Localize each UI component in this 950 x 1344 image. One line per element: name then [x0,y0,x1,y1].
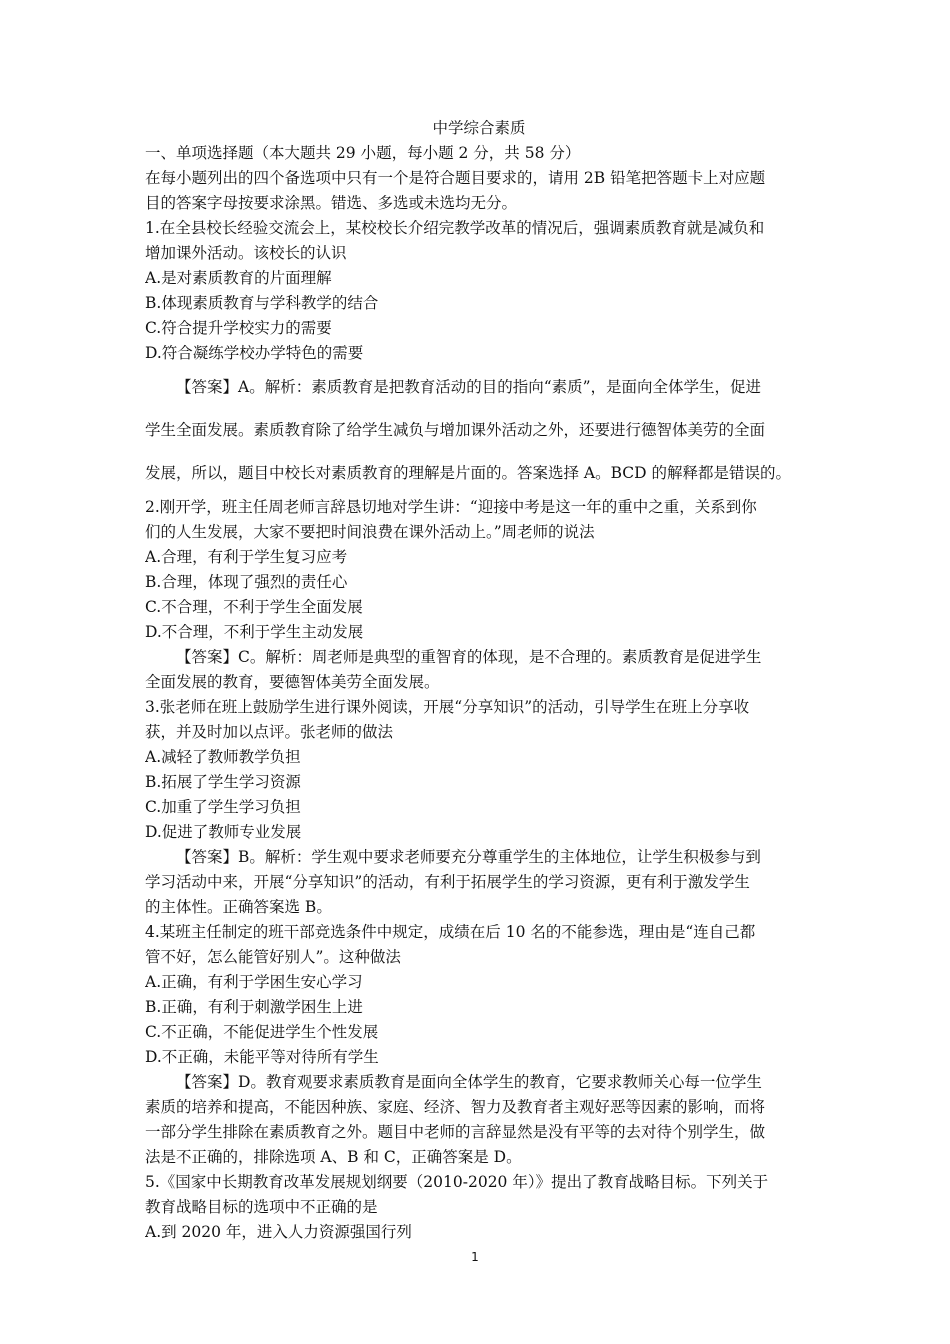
text-line: 一部分学生排除在素质教育之外。题目中老师的言辞显然是没有平等的去对待个别学生，做 [145,1123,766,1141]
text-line: 学习活动中来，开展“分享知识”的活动，有利于拓展学生的学习资源，更有利于激发学生 [145,873,750,891]
text-line: C.加重了学生学习负担 [145,798,301,816]
text-line: B.合理，体现了强烈的责任心 [145,573,348,591]
text-line: A.减轻了教师教学负担 [145,748,301,766]
text-line: 一、单项选择题（本大题共 29 小题，每小题 2 分，共 58 分） [145,144,581,162]
page-number: 1 [471,1250,479,1264]
text-line: 法是不正确的，排除选项 A、B 和 C，正确答案是 D。 [145,1148,522,1166]
text-line: A.合理，有利于学生复习应考 [145,548,348,566]
text-line: A.是对素质教育的片面理解 [145,269,332,287]
text-line: D.不正确，未能平等对待所有学生 [145,1048,379,1066]
text-line: 目的答案字母按要求涂黑。错选、多选或未选均无分。 [145,194,518,212]
text-line: C.符合提升学校实力的需要 [145,319,332,337]
text-line: A.到 2020 年，进入人力资源强国行列 [145,1223,412,1241]
text-line: C.不正确，不能促进学生个性发展 [145,1023,379,1041]
text-line: 2.刚开学，班主任周老师言辞恳切地对学生讲：“迎接中考是这一年的重中之重，关系到你 [145,498,757,516]
text-line: 4.某班主任制定的班干部竞选条件中规定，成绩在后 10 名的不能参选，理由是“连自己都 [145,923,756,941]
text-line: B.体现素质教育与学科教学的结合 [145,294,379,312]
text-line: 【答案】B。解析：学生观中要求老师要充分尊重学生的主体地位，让学生积极参与到 [176,848,761,866]
text-line: 们的人生发展，大家不要把时间浪费在课外活动上。”周老师的说法 [145,523,595,541]
text-line: 1.在全县校长经验交流会上，某校校长介绍完教学改革的情况后，强调素质教育就是减负和 [145,219,765,237]
text-line: D.促进了教师专业发展 [145,823,302,841]
text-line: 增加课外活动。该校长的认识 [145,244,347,262]
page-title: 中学综合素质 [432,119,526,137]
text-line: 【答案】C。解析：周老师是典型的重智育的体现，是不合理的。素质教育是促进学生 [176,648,762,666]
text-line: 发展，所以，题目中校长对素质教育的理解是片面的。答案选择 A。BCD 的解释都是错误的。 [145,464,792,482]
text-line: 教育战略目标的选项中不正确的是 [145,1198,378,1216]
text-line: D.符合凝练学校办学特色的需要 [145,344,364,362]
text-line: B.拓展了学生学习资源 [145,773,301,791]
text-line: 素质的培养和提高，不能因种族、家庭、经济、智力及教育者主观好恶等因素的影响，而将 [145,1098,766,1116]
text-line: 的主体性。正确答案选 B。 [145,898,332,916]
text-line: B.正确，有利于刺激学困生上进 [145,998,363,1016]
document-body [145,116,813,1245]
text-line: 5.《国家中长期教育改革发展规划纲要（2010-2020 年）》提出了教育战略目标。下列关于 [145,1173,769,1191]
text-line: 【答案】A。解析：素质教育是把教育活动的目的指向“素质”，是面向全体学生，促进 [176,378,762,396]
text-line: 【答案】D。教育观要求素质教育是面向全体学生的教育，它要求教师关心每一位学生 [176,1073,762,1091]
text-line: A.正确，有利于学困生安心学习 [145,973,363,991]
text-line: 获，并及时加以点评。张老师的做法 [145,723,394,741]
text-line: 学生全面发展。素质教育除了给学生减负与增加课外活动之外，还要进行德智体美劳的全面 [145,421,766,439]
text-line: D.不合理，不利于学生主动发展 [145,623,364,641]
text-line: C.不合理，不利于学生全面发展 [145,598,363,616]
text-line: 全面发展的教育，要德智体美劳全面发展。 [145,673,440,691]
text-line: 管不好，怎么能管好别人”。这种做法 [145,948,401,966]
text-line: 在每小题列出的四个备选项中只有一个是符合题目要求的，请用 2B 铅笔把答题卡上对应题 [145,169,766,187]
text-lines [145,141,813,1245]
text-line: 3.张老师在班上鼓励学生进行课外阅读，开展“分享知识”的活动，引导学生在班上分享收 [145,698,750,716]
